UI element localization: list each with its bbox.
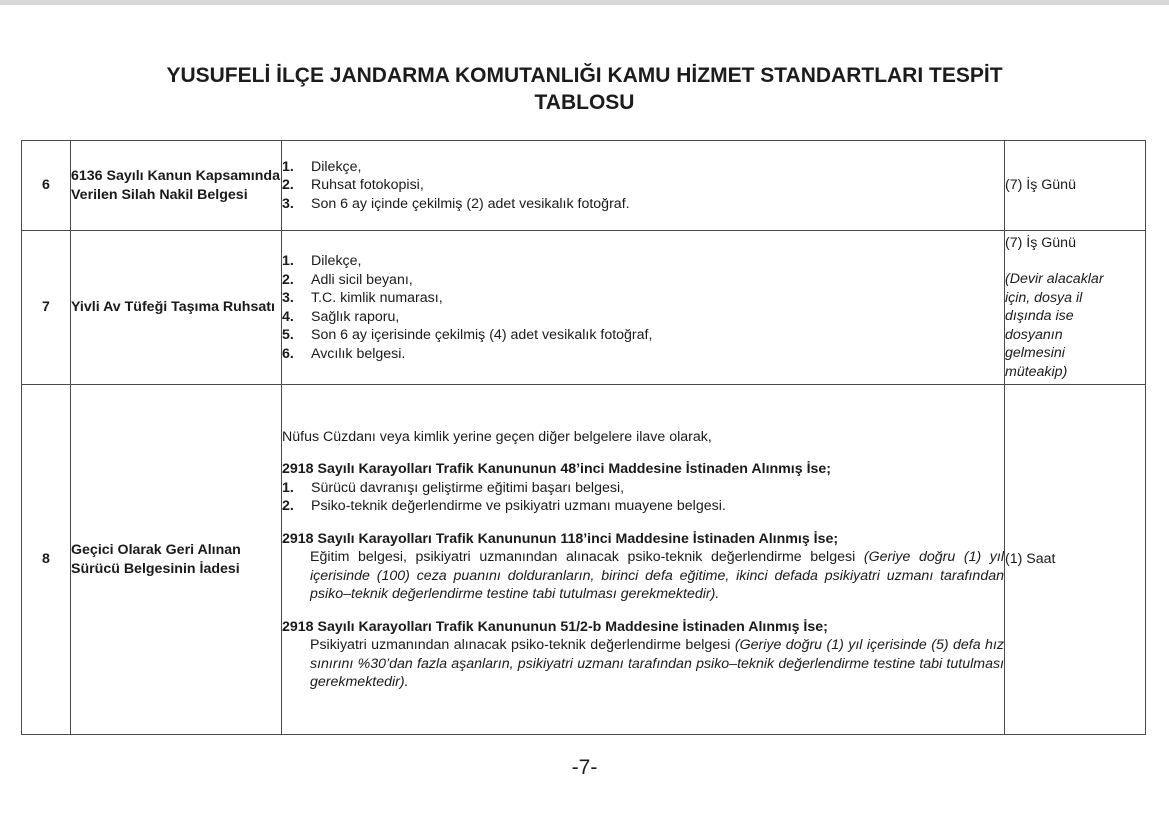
- time-note-line: gelmesini: [1005, 345, 1065, 362]
- time-note-line: müteakip): [1005, 363, 1068, 380]
- list-item: 1. Dilekçe,: [282, 158, 362, 175]
- list-item: 3. Son 6 ay içinde çekilmiş (2) adet vesikalık fotoğraf.: [282, 195, 630, 212]
- row-number: 8: [22, 385, 71, 735]
- page-title: [0, 62, 1169, 116]
- required-documents: [282, 231, 1005, 385]
- completion-time-value: (7) İş Günü: [1005, 234, 1076, 251]
- table-row-7: [22, 231, 1146, 385]
- list-item: 4. Sağlık raporu,: [282, 308, 400, 325]
- time-note-line: dosyanın: [1005, 326, 1063, 343]
- table-row-8: [22, 385, 1146, 735]
- completion-time: (1) Saat: [1005, 385, 1146, 735]
- list-item: 1. Dilekçe,: [282, 253, 362, 269]
- row-number: 7: [22, 231, 71, 385]
- completion-time: [1005, 231, 1146, 385]
- required-documents: [282, 385, 1005, 735]
- section-heading: 2918 Sayılı Karayolları Trafik Kanununun 118’inci Maddesine İstinaden Alınmış İse;: [282, 530, 839, 547]
- time-note-line: dışında ise: [1005, 308, 1074, 325]
- standards-table: [21, 140, 1146, 735]
- row-number: 6: [22, 141, 71, 231]
- section-body: Eğitim belgesi, psikiyatri uzmanından alınacak psiko-teknik değerlendirme belgesi (Geriye doğru (1) yıl içerisinde (100) ceza puanını dolduranların, birinci defa eğitime, ikinci defada psikiyatri uzmanı tarafından psiko–teknik değerlendirme testine tabi tutulması gerekmektedir).: [310, 549, 1004, 602]
- section-heading: 2918 Sayılı Karayolları Trafik Kanununun 51/2-b Maddesine İstinaden Alınmış İse;: [282, 618, 828, 635]
- page-number: -7-: [571, 756, 598, 779]
- service-name: Geçici Olarak Geri Alınan Sürücü Belgesinin İadesi: [71, 385, 282, 735]
- list-item: 2. Psiko-teknik değerlendirme ve psikiyatri uzmanı muayene belgesi.: [282, 498, 726, 514]
- service-name: Yivli Av Tüfeği Taşıma Ruhsatı: [71, 231, 282, 385]
- list-item: 5. Son 6 ay içerisinde çekilmiş (4) adet vesikalık fotoğraf,: [282, 327, 653, 343]
- section-note: (Geriye doğru (1) yıl içerisinde (5) defa hız sınırını %30’dan fazla aşanların, psikiyatri uzmanı tarafından psiko–teknik değerlendirme testine tabi tutulması gerekmektedir).: [310, 637, 1004, 690]
- time-note-line: için, dosya il: [1005, 289, 1083, 306]
- list-item: 2. Adli sicil beyanı,: [282, 271, 413, 288]
- required-documents: [282, 141, 1005, 231]
- time-note-line: (Devir alacaklar: [1005, 271, 1104, 288]
- service-name: 6136 Sayılı Kanun Kapsamında Verilen Silah Nakil Belgesi: [71, 141, 282, 231]
- section-heading: 2918 Sayılı Karayolları Trafik Kanununun 48’inci Maddesine İstinaden Alınmış İse;: [282, 461, 832, 477]
- section-note: (Geriye doğru (1) yıl içerisinde (100) ceza puanını dolduranların, birinci defa eğitime, ikinci defada psikiyatri uzmanı tarafından psiko–teknik değerlendirme testine tabi tutulması gerekmektedir).: [310, 549, 1004, 602]
- list-item: 6. Avcılık belgesi.: [282, 345, 406, 362]
- list-item: 1. Sürücü davranışı geliştirme eğitimi başarı belgesi,: [282, 479, 625, 496]
- page-title-line-2: TABLOSU: [534, 91, 635, 114]
- section-body: Psikiyatri uzmanından alınacak psiko-teknik değerlendirme belgesi (Geriye doğru (1) yıl içerisinde (5) defa hız sınırını %30’dan fazla aşanların, psikiyatri uzmanı tarafından psiko–teknik değerlendirme testine tabi tutulması gerekmektedir).: [310, 637, 1004, 690]
- scan-top-border: [0, 0, 1169, 5]
- completion-time: (7) İş Günü: [1005, 141, 1146, 231]
- table-row-6: [22, 141, 1146, 231]
- list-item: 2. Ruhsat fotokopisi,: [282, 177, 424, 194]
- documents-intro: Nüfus Cüzdanı veya kimlik yerine geçen diğer belgelere ilave olarak,: [282, 428, 712, 445]
- page-title-line-1: YUSUFELİ İLÇE JANDARMA KOMUTANLIĞI KAMU HİZMET STANDARTLARI TESPİT: [166, 64, 1003, 87]
- list-item: 3. T.C. kimlik numarası,: [282, 290, 443, 306]
